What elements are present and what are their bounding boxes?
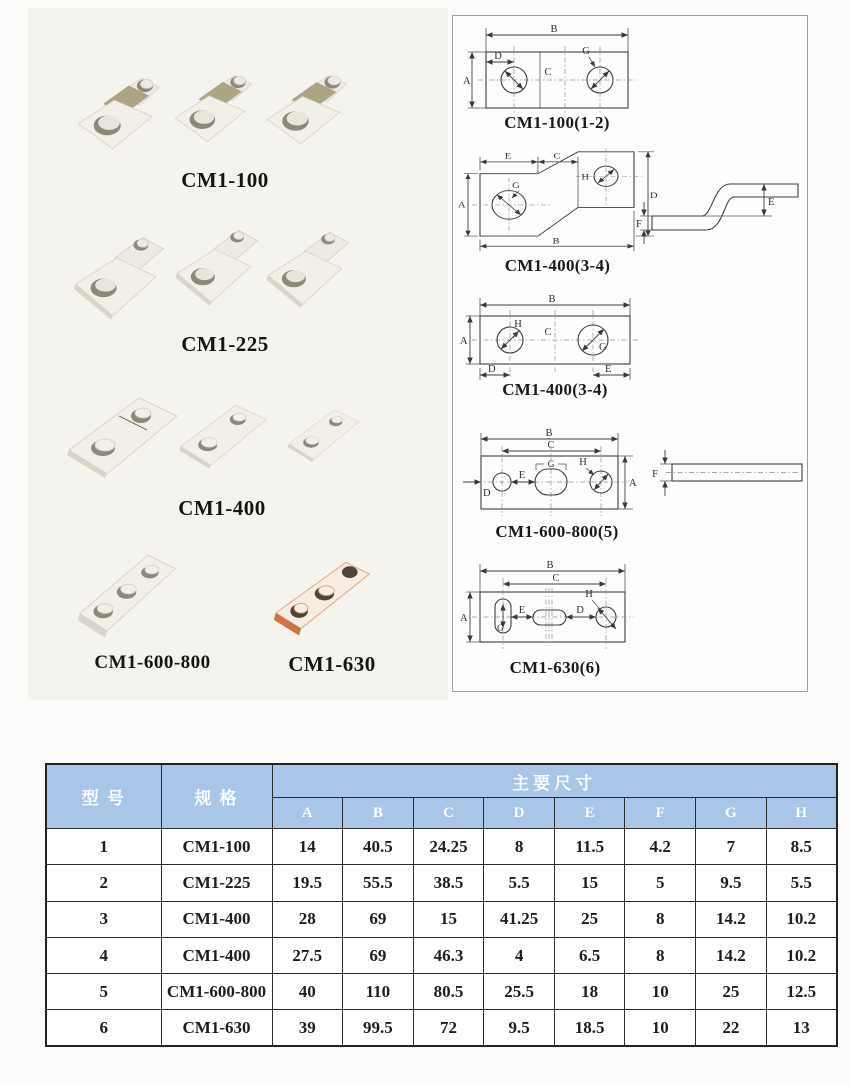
cell-value: 10.2	[766, 937, 837, 973]
table-row	[46, 974, 837, 1010]
col-header-h: H	[766, 798, 837, 829]
dim-label-b: B	[546, 560, 554, 571]
cell-value: 25	[696, 974, 767, 1010]
drawing-cm1-100	[462, 22, 652, 120]
dim-label-a: A	[463, 76, 471, 87]
col-header-a: A	[272, 798, 343, 829]
col-header-b: B	[343, 798, 414, 829]
cell-value: 8	[625, 901, 696, 937]
dim-label-e: E	[605, 364, 612, 375]
dim-label-e: E	[768, 197, 775, 208]
cell-value: 15	[413, 901, 484, 937]
cell-value: 6.5	[554, 937, 625, 973]
cell-spec: CM1-400	[161, 937, 272, 973]
photo-caption-cm1-400: CM1-400	[178, 496, 266, 520]
dim-label-g: G	[582, 46, 590, 57]
cell-no: 1	[46, 829, 161, 865]
dim-label-d: D	[483, 488, 491, 499]
drawing-caption-3: CM1-400(3-4)	[502, 380, 608, 399]
cell-value: 38.5	[413, 865, 484, 901]
table-row	[46, 865, 837, 901]
cell-value: 19.5	[272, 865, 343, 901]
dim-label-f: F	[636, 219, 642, 230]
dim-label-b: B	[550, 24, 558, 35]
cell-value: 15	[554, 865, 625, 901]
cell-value: 24.25	[413, 829, 484, 865]
dim-label-c: C	[544, 67, 552, 78]
cell-no: 2	[46, 865, 161, 901]
cell-spec: CM1-100	[161, 829, 272, 865]
part-photo-cm1-400-3	[285, 383, 363, 476]
dim-label-g: G	[497, 624, 504, 634]
photo-caption-cm1-600-800: CM1-600-800	[94, 652, 211, 673]
table-row	[46, 937, 837, 973]
cell-value: 39	[272, 1010, 343, 1046]
cell-value: 14.2	[696, 901, 767, 937]
cell-value: 27.5	[272, 937, 343, 973]
cell-value: 10.2	[766, 901, 837, 937]
part-photo-cm1-225-1	[70, 226, 168, 320]
cell-value: 13	[766, 1010, 837, 1046]
dimensions-table	[45, 763, 838, 1047]
cell-value: 46.3	[413, 937, 484, 973]
cell-value: 18.5	[554, 1010, 625, 1046]
col-header-e: E	[554, 798, 625, 829]
col-header-model: 型 号	[46, 764, 161, 829]
dim-label-e: E	[518, 605, 526, 616]
cell-value: 25.5	[484, 974, 555, 1010]
drawing-cm1-400-a	[456, 140, 658, 258]
cell-value: 4.2	[625, 829, 696, 865]
cell-value: 8.5	[766, 829, 837, 865]
dim-label-c: C	[544, 327, 552, 338]
drawing-cm1-400-a-side	[636, 168, 806, 246]
cell-value: 110	[343, 974, 414, 1010]
col-header-f: F	[625, 798, 696, 829]
dim-label-h: H	[581, 172, 589, 183]
cell-value: 22	[696, 1010, 767, 1046]
col-header-d: D	[484, 798, 555, 829]
cell-value: 25	[554, 901, 625, 937]
dim-label-c: C	[547, 440, 555, 451]
table-row	[46, 829, 837, 865]
dim-label-h: H	[579, 457, 587, 468]
dim-label-a: A	[629, 478, 637, 489]
table-row	[46, 1010, 837, 1046]
drawing-cm1-600-800-side	[632, 448, 807, 500]
cell-value: 4	[484, 937, 555, 973]
drawing-caption-5: CM1-630(6)	[509, 658, 601, 677]
dim-label-c: C	[553, 151, 561, 162]
cell-no: 4	[46, 937, 161, 973]
cell-value: 10	[625, 1010, 696, 1046]
cell-value: 5.5	[484, 865, 555, 901]
dim-label-h: H	[514, 319, 522, 330]
cell-spec: CM1-225	[161, 865, 272, 901]
part-photo-cm1-400-2	[176, 383, 271, 475]
cell-value: 69	[343, 937, 414, 973]
part-photo-cm1-100-3	[262, 62, 350, 152]
dim-label-h: H	[585, 589, 593, 600]
dim-label-b: B	[545, 428, 553, 439]
cell-value: 99.5	[343, 1010, 414, 1046]
dim-label-a: A	[460, 336, 468, 347]
drawing-cm1-400-b	[458, 292, 654, 394]
dim-label-e: E	[504, 151, 512, 162]
part-photo-cm1-225-3	[263, 221, 353, 309]
dim-label-b: B	[552, 236, 560, 247]
cell-value: 40.5	[343, 829, 414, 865]
table-row	[46, 901, 837, 937]
dim-label-c: C	[552, 573, 560, 584]
cell-spec: CM1-600-800	[161, 974, 272, 1010]
cell-value: 72	[413, 1010, 484, 1046]
dim-label-a: A	[460, 613, 468, 624]
dim-label-g: G	[512, 180, 520, 191]
drawing-cm1-600-800	[455, 424, 655, 538]
cell-value: 69	[343, 901, 414, 937]
dim-label-d: D	[488, 364, 496, 375]
cell-no: 6	[46, 1010, 161, 1046]
photo-caption-cm1-100: CM1-100	[181, 168, 269, 192]
dim-label-g: G	[599, 342, 607, 353]
cell-value: 18	[554, 974, 625, 1010]
col-header-main-dims: 主要尺寸	[272, 764, 837, 798]
drawing-caption-2: CM1-400(3-4)	[504, 256, 611, 275]
cell-value: 41.25	[484, 901, 555, 937]
cell-value: 14	[272, 829, 343, 865]
part-photo-cm1-400-1	[62, 378, 184, 478]
cell-spec: CM1-400	[161, 901, 272, 937]
cell-value: 10	[625, 974, 696, 1010]
part-photo-cm1-100-2	[170, 60, 255, 152]
cell-value: 40	[272, 974, 343, 1010]
cell-no: 5	[46, 974, 161, 1010]
cell-value: 55.5	[343, 865, 414, 901]
cell-value: 11.5	[554, 829, 625, 865]
cell-value: 14.2	[696, 937, 767, 973]
dim-label-f: F	[652, 469, 658, 480]
photo-caption-cm1-630: CM1-630	[288, 652, 376, 676]
cell-value: 8	[625, 937, 696, 973]
photo-caption-cm1-225: CM1-225	[181, 332, 269, 356]
dim-label-a: A	[458, 200, 466, 211]
drawing-cm1-630	[458, 556, 658, 668]
cell-value: 9.5	[484, 1010, 555, 1046]
dim-label-d: D	[650, 190, 658, 201]
cell-value: 28	[272, 901, 343, 937]
cell-value: 12.5	[766, 974, 837, 1010]
col-header-g: G	[696, 798, 767, 829]
cell-value: 8	[484, 829, 555, 865]
cell-no: 3	[46, 901, 161, 937]
cell-spec: CM1-630	[161, 1010, 272, 1046]
part-photo-cm1-100-1	[72, 66, 164, 156]
cell-value: 9.5	[696, 865, 767, 901]
col-header-c: C	[413, 798, 484, 829]
col-header-spec: 规 格	[161, 764, 272, 829]
drawing-caption-4: CM1-600-800(5)	[495, 522, 619, 541]
dim-label-g: G	[547, 460, 555, 470]
cell-value: 7	[696, 829, 767, 865]
part-photo-cm1-600-800	[72, 542, 184, 642]
part-photo-cm1-630	[266, 553, 378, 639]
dim-label-d: D	[576, 605, 584, 616]
dim-label-d: D	[494, 51, 502, 62]
cell-value: 80.5	[413, 974, 484, 1010]
drawing-caption-1: CM1-100(1-2)	[504, 113, 610, 132]
dim-label-b: B	[548, 294, 556, 305]
dim-label-e: E	[518, 470, 526, 481]
cell-value: 5	[625, 865, 696, 901]
part-photo-cm1-225-2	[172, 216, 262, 310]
cell-value: 5.5	[766, 865, 837, 901]
